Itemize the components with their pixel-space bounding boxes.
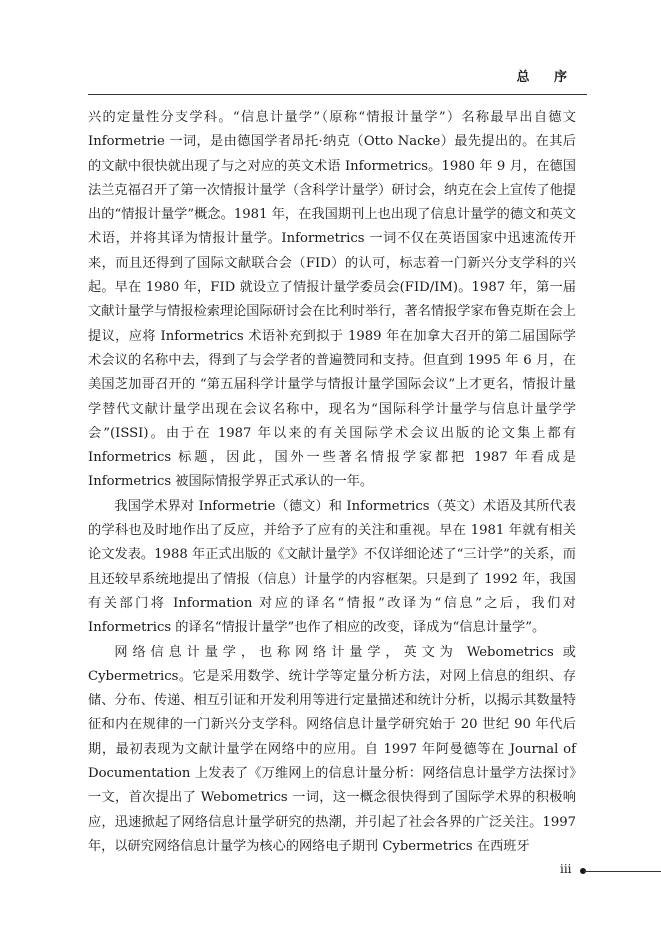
- paragraph-3: 网络信息计量学，也称网络计量学，英文为 Webometrics 或 Cybermetrics。它是采用数学、统计学等定量分析方法，对网上信息的组织、存储、分布、传递、相互引证和开发利用等进行定量描述和统计分析，以揭示其数量特征和内在规律的一门新兴分支学科。网络信息计量学研究始于 20 世纪 90 年代后期，最初表现为文献计量学在网络中的应用。自 1997 年阿曼德等在 Journal of Documentation 上发表了《万维网上的信息计量分析：网络信息计量学方法探讨》一文，首次提出了 Webometrics 一词，这一概念很快得到了国际学术界的积极响应，迅速掀起了网络信息计量学研究的热潮，并引起了社会各界的广泛关注。1997 年，以研究网络信息计量学为核心的网络电子期刊 Cybermetrics 在西班牙: [88, 644, 576, 854]
- header-rule: [88, 94, 587, 95]
- page-number: iii: [560, 862, 572, 876]
- paragraph-1: 兴的定量性分支学科。“信息计量学”（原称“情报计量学”）名称最早出自德文 Informetrie 一词，是由德国学者昂托·纳克（Otto Nacke）最先提出的。在其后的文献中很快就出现了与之对应的英文术语 Informetrics。1980 年 9 月，在德国法兰克福召开了第一次情报计量学（含科学计量学）研讨会，纳克在会上宣传了他提出的“情报计量学”概念。1981 年，在我国期刊上也出现了信息计量学的德文和英文术语，并将其译为情报计量学。Informetrics 一词不仅在英语国家中迅速流传开来，而且还得到了国际文献联合会（FID）的认可，标志着一门新兴分支学科的兴起。早在 1980 年，FID 就设立了情报计量学委员会(FID/IM)。1987 年，第一届文献计量学与情报检索理论国际研讨会在比利时举行，著名情报学家布鲁克斯在会上提议，应将 Informetrics 术语补充到拟于 1989 年在加拿大召开的第二届国际学术会议的名称中去，得到了与会学者的普遍赞同和支持。但直到 1995 年 6 月，在美国芝加哥召开的 “第五届科学计量学与情报计量学国际会议”上才更名，情报计量学替代文献计量学出现在会议名称中，现名为“国际科学计量学与信息计量学学会”(ISSI)。由于在 1987 年以来的有关国际学术会议出版的论文集上都有 Informetrics 标题，因此，国外一些著名情报学家都把 1987 年看成是 Informetrics 被国际情报学界正式承认的一年。: [88, 110, 576, 490]
- body-text: [88, 106, 576, 859]
- folio-rule: [584, 871, 661, 872]
- paragraph-2: 我国学术界对 Informetrie（德文）和 Informetrics（英文）术语及其所代表的学科也及时地作出了反应，并给予了应有的关注和重视。早在 1981 年就有相关论文发表。1988 年正式出版的《文献计量学》不仅详细论述了“三计学”的关系，而且还较早系统地提出了情报（信息）计量学的内容框架。只是到了 1992 年，我国有关部门将 Information 对应的译名“情报”改译为“信息”之后，我们对 Informetrics 的译名“情报计量学”也作了相应的改变，译成为“信息计量学”。: [88, 498, 576, 636]
- running-head: 总 序: [516, 70, 577, 85]
